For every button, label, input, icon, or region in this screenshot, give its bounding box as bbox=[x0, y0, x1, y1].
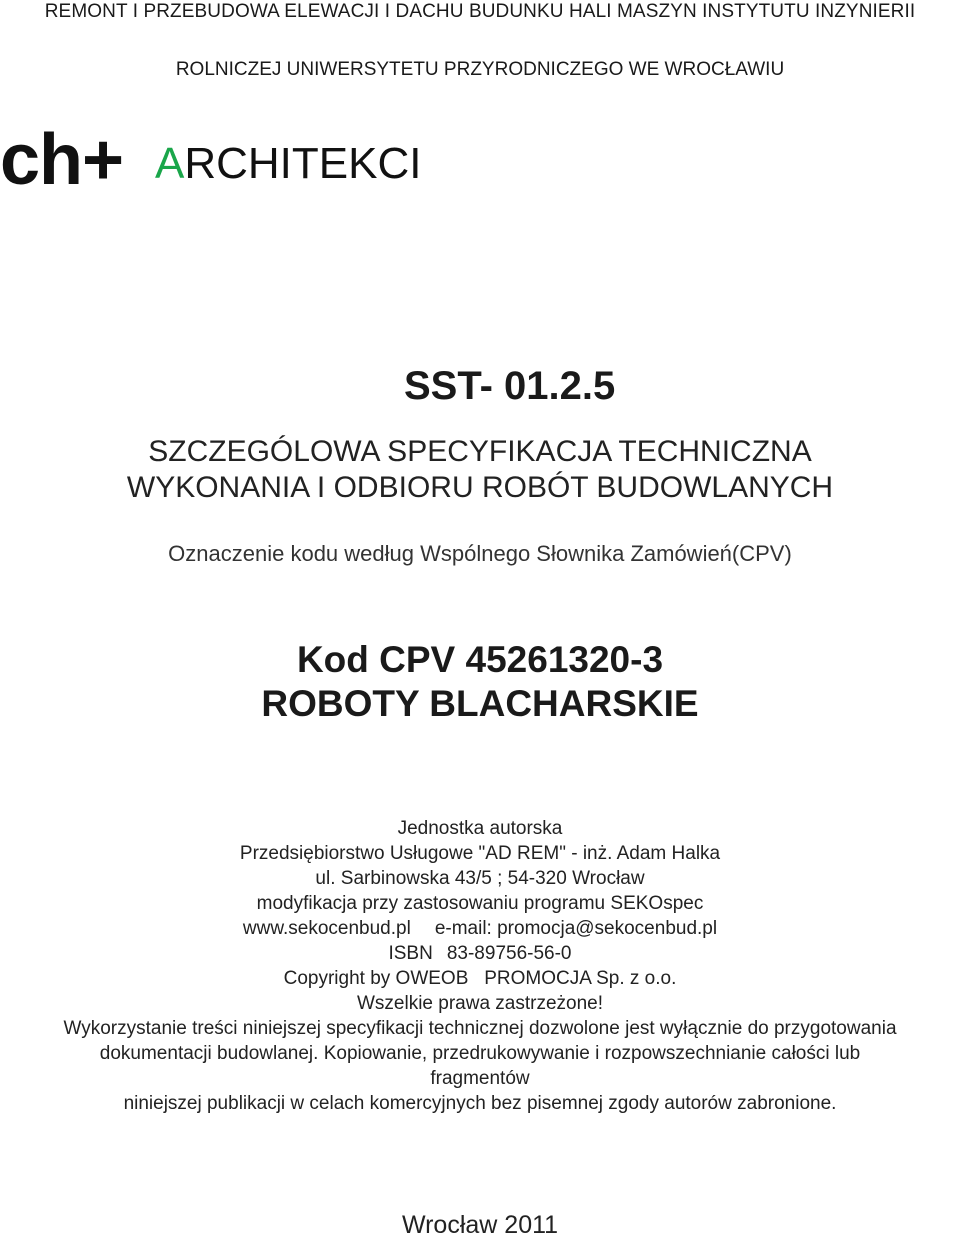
cpv-note: Oznaczenie kodu według Wspólnego Słownika Zamówień(CPV) bbox=[168, 541, 792, 566]
place-and-date: Wrocław 2011 bbox=[401, 1211, 559, 1239]
header-line-2: ROLNICZEJ UNIWERSYTETU PRZYRODNICZEGO WE WROCŁAWIU bbox=[175, 59, 785, 80]
author-company: Przedsiębiorstwo Usługowe "AD REM" - inż. Adam Halka bbox=[239, 843, 721, 864]
notice-line-2: dokumentacji budowlanej. Kopiowanie, przedrukowywanie i rozpowszechnianie całości lub bbox=[99, 1043, 861, 1064]
author-address: ul. Sarbinowska 43/5 ; 54-320 Wrocław bbox=[315, 868, 645, 889]
logo-company-name bbox=[155, 139, 422, 188]
spec-title-line-2: WYKONANIA I ODBIORU ROBÓT BUDOWLANYCH bbox=[126, 471, 834, 504]
notice-line-1: Wykorzystanie treści niniejszej specyfikacji technicznej dozwolone jest wyłącznie do przygotowania bbox=[63, 1018, 897, 1039]
website-link[interactable]: www.sekocenbud.pl bbox=[242, 918, 411, 939]
author-unit-label: Jednostka autorska bbox=[397, 818, 563, 839]
header-line-1: REMONT I PRZEBUDOWA ELEWACJI I DACHU BUDUNKU HALI MASZYN INSTYTUTU INZYNIERII bbox=[44, 1, 916, 22]
copyright: Copyright by OWEOB PROMOCJA Sp. z o.o. bbox=[283, 968, 677, 989]
logo-mark: ch+ bbox=[0, 120, 124, 200]
isbn-value: 83-89756-56-0 bbox=[446, 943, 572, 964]
logo bbox=[0, 120, 422, 200]
contact-line bbox=[0, 916, 960, 941]
work-name: ROBOTY BLACHARSKIE bbox=[261, 683, 699, 724]
spec-code: SST- 01.2.5 bbox=[404, 364, 616, 408]
email-link[interactable]: e-mail: promocja@sekocenbud.pl bbox=[434, 918, 718, 939]
isbn-line bbox=[0, 941, 960, 966]
notice-line-4: niniejszej publikacji w celach komercyjnych bez pisemnej zgody autorów zabronione. bbox=[123, 1093, 837, 1114]
isbn-label: ISBN bbox=[388, 943, 433, 964]
notice-line-3: fragmentów bbox=[430, 1068, 530, 1089]
rights-reserved: Wszelkie prawa zastrzeżone! bbox=[356, 993, 604, 1014]
spec-title-line-1: SZCZEGÓLOWA SPECYFIKACJA TECHNICZNA bbox=[148, 435, 812, 468]
modification-note: modyfikacja przy zastosowaniu programu SEKOspec bbox=[256, 893, 704, 914]
cpv-code: Kod CPV 45261320-3 bbox=[296, 639, 664, 680]
logo-accent-letter: A bbox=[155, 139, 185, 188]
logo-name-rest: RCHITEKCI bbox=[184, 139, 422, 188]
